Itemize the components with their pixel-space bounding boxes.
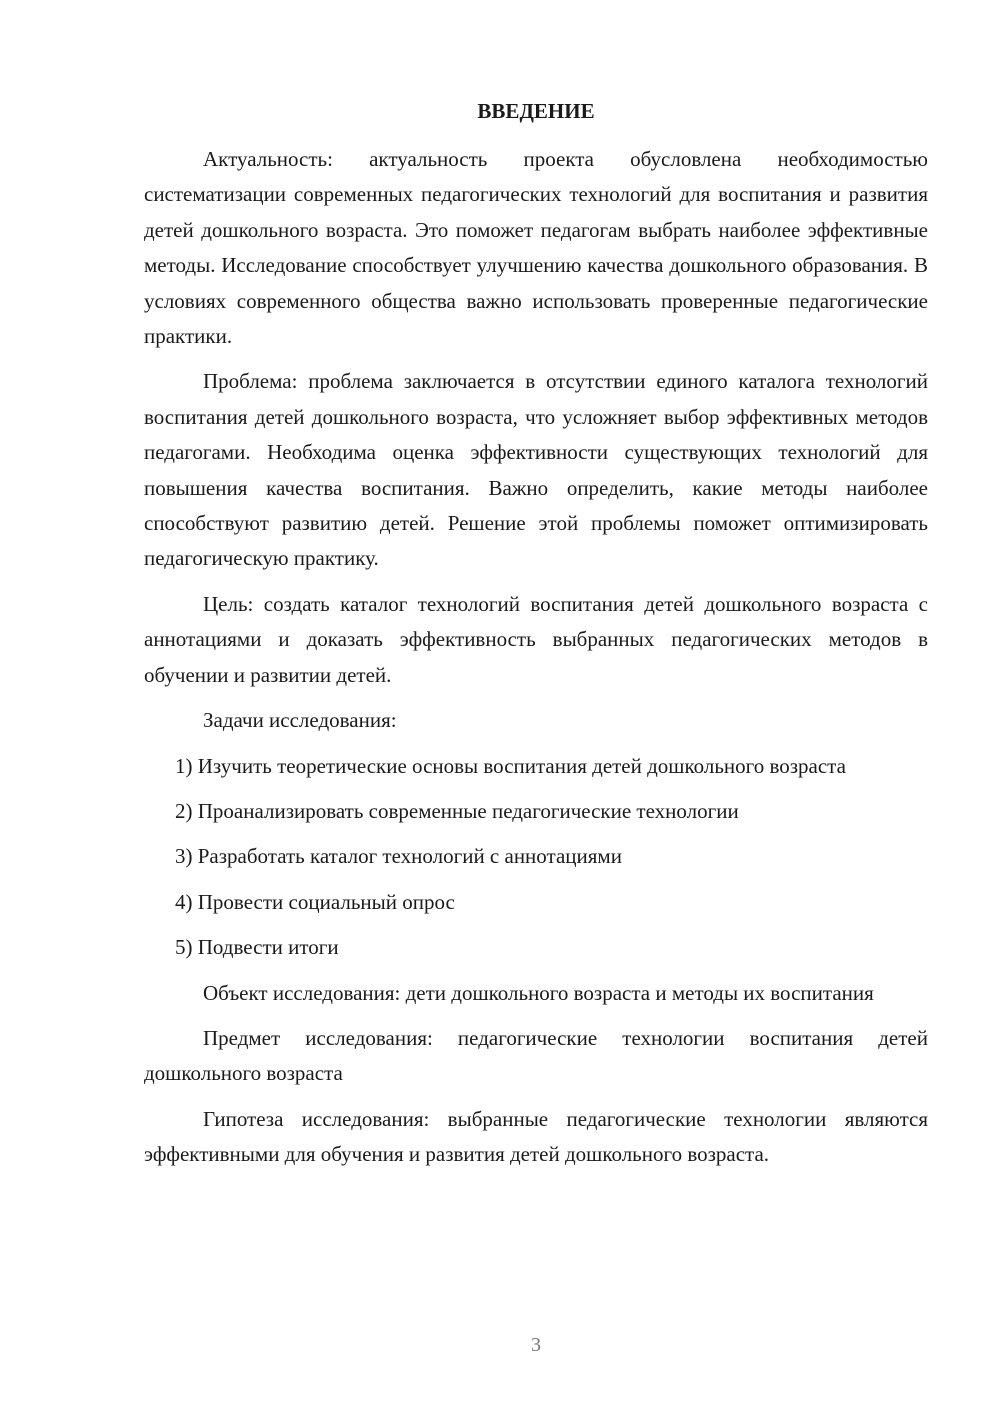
page-title: ВВЕДЕНИЕ	[477, 99, 595, 123]
list-item: 2) Проанализировать современные педагогические технологии	[175, 798, 739, 823]
paragraph-subject: Предмет исследования: педагогические технологии воспитания детей дошкольного возраста	[144, 1025, 928, 1086]
document-body	[144, 94, 928, 1183]
list-item: 5) Подвести итоги	[175, 935, 339, 960]
tasks-heading: Задачи исследования:	[203, 708, 397, 733]
list-item: 3) Разработать каталог технологий с аннотациями	[175, 844, 622, 869]
paragraph-relevance: Актуальность: актуальность проекта обусловлена необходимостью систематизации современных педагогических технологий для воспитания и развития детей дошкольного возраста. Это поможет педагогам выбрать наиболее эффективные методы. Исследование способствует улучшению качества дошкольного образования. В условиях современного общества важно использовать проверенные педагогические практики.	[144, 147, 928, 349]
list-item: 4) Провести социальный опрос	[175, 889, 455, 914]
page-number: 3	[531, 1334, 541, 1356]
paragraph-hypothesis: Гипотеза исследования: выбранные педагогические технологии являются эффективными для обучения и развития детей дошкольного возраста.	[144, 1106, 928, 1167]
paragraph-goal: Цель: создать каталог технологий воспитания детей дошкольного возраста с аннотациями и доказать эффективность выбранных педагогических методов в обучении и развитии детей.	[144, 591, 928, 687]
tasks-list	[144, 749, 928, 966]
paragraph-problem: Проблема: проблема заключается в отсутствии единого каталога технологий воспитания детей дошкольного возраста, что усложняет выбор эффективных методов педагогами. Необходима оценка эффективности существующих технологий для повышения качества воспитания. Важно определить, какие методы наиболее способствуют развитию детей. Решение этой проблемы поможет оптимизировать педагогическую практику.	[144, 369, 928, 571]
paragraph-object: Объект исследования: дети дошкольного возраста и методы их воспитания	[203, 980, 874, 1005]
list-item: 1) Изучить теоретические основы воспитания детей дошкольного возраста	[175, 753, 846, 778]
